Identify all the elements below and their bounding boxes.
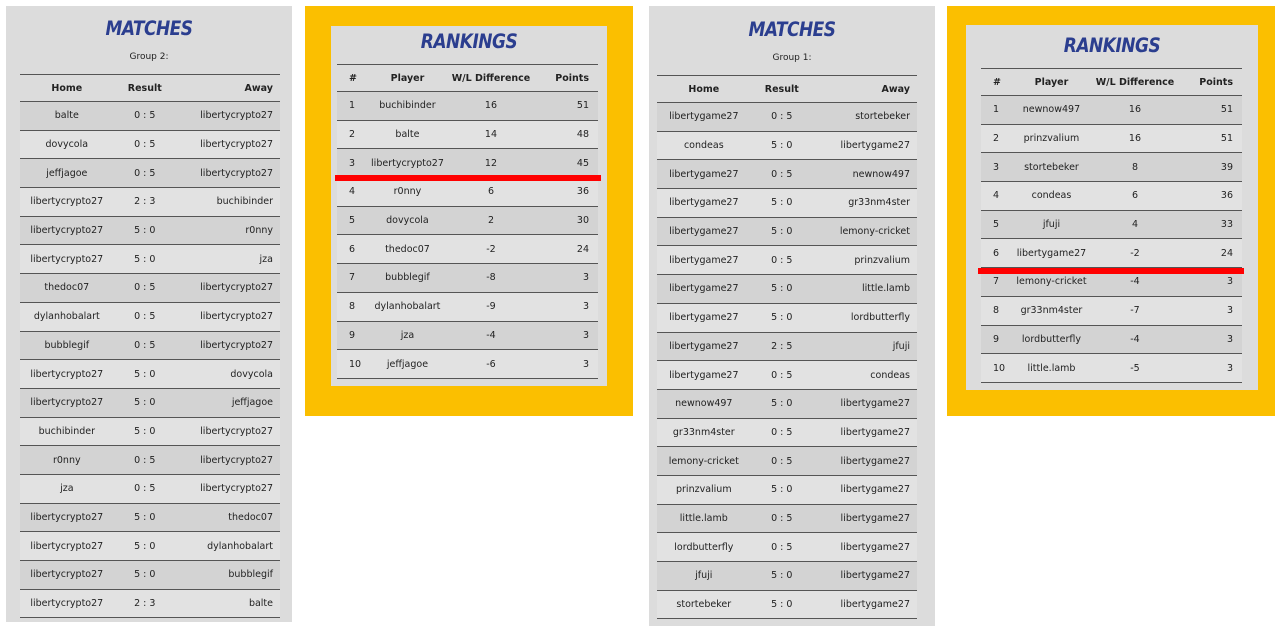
cell-points: 3 (535, 264, 598, 293)
cell-result: 5 : 0 (114, 245, 176, 274)
cell-points: 3 (1179, 296, 1242, 325)
header-rank: # (337, 65, 368, 92)
cell-home: jza (20, 474, 114, 503)
cell-away: dovycola (176, 360, 280, 389)
match-row (20, 102, 280, 131)
match-row (20, 216, 280, 245)
cell-rank: 9 (337, 321, 368, 350)
header-points: Points (1179, 69, 1242, 96)
cell-result: 5 : 0 (751, 275, 813, 304)
cell-away: libertycrypto27 (176, 102, 280, 131)
cell-points: 39 (1179, 153, 1242, 182)
match-row (657, 217, 917, 246)
cell-result: 2 : 5 (751, 332, 813, 361)
cell-away: libertycrypto27 (176, 302, 280, 331)
cell-result: 5 : 0 (114, 388, 176, 417)
match-row (657, 361, 917, 390)
cell-away: libertygame27 (813, 447, 917, 476)
cell-away: balte (176, 589, 280, 618)
ranking-row (981, 210, 1242, 239)
cell-home: balte (20, 102, 114, 131)
cell-wl-difference: -2 (447, 235, 536, 264)
group1-rankings-panel (966, 25, 1258, 390)
cell-rank: 6 (337, 235, 368, 264)
match-row (20, 561, 280, 590)
cell-result: 5 : 0 (114, 360, 176, 389)
cell-result: 0 : 5 (751, 160, 813, 189)
cell-player: libertygame27 (1012, 239, 1090, 268)
cell-player: buchibinder (368, 92, 446, 121)
cell-result: 0 : 5 (751, 447, 813, 476)
match-row (20, 589, 280, 618)
ranking-row (981, 96, 1242, 125)
cell-away: thedoc07 (176, 503, 280, 532)
cell-result: 5 : 0 (751, 131, 813, 160)
cell-wl-difference: 6 (1091, 182, 1180, 211)
cell-player: little.lamb (1012, 354, 1090, 383)
cell-home: dylanhobalart (20, 302, 114, 331)
cell-rank: 4 (337, 178, 368, 207)
cell-home: libertycrypto27 (20, 245, 114, 274)
ranking-row (337, 178, 598, 207)
ranking-row (337, 120, 598, 149)
cell-home: libertycrypto27 (20, 188, 114, 217)
cell-result: 5 : 0 (751, 389, 813, 418)
header-player: Player (368, 65, 446, 92)
cell-result: 0 : 5 (751, 246, 813, 275)
header-result: Result (751, 76, 813, 103)
cell-home: lemony-cricket (657, 447, 751, 476)
cell-home: libertygame27 (657, 160, 751, 189)
cell-result: 2 : 3 (114, 188, 176, 217)
cell-home: little.lamb (657, 504, 751, 533)
match-row (20, 188, 280, 217)
cell-away: jfuji (813, 332, 917, 361)
ranking-row (981, 182, 1242, 211)
ranking-row (981, 296, 1242, 325)
match-row (20, 302, 280, 331)
cell-points: 3 (1179, 354, 1242, 383)
match-row (657, 160, 917, 189)
cell-result: 5 : 0 (751, 475, 813, 504)
cell-home: libertygame27 (657, 246, 751, 275)
match-row (20, 130, 280, 159)
cell-away: buchibinder (176, 188, 280, 217)
ranking-row (337, 350, 598, 379)
cell-away: condeas (813, 361, 917, 390)
cell-home: libertycrypto27 (20, 532, 114, 561)
group2-matches-title: MATCHES (105, 17, 193, 41)
cell-player: r0nny (368, 178, 446, 207)
cell-player: bubblegif (368, 264, 446, 293)
cell-away: libertygame27 (813, 533, 917, 562)
ranking-row (337, 235, 598, 264)
match-row (657, 189, 917, 218)
cell-home: libertygame27 (657, 103, 751, 132)
match-row (657, 246, 917, 275)
group2-matches-table (20, 74, 280, 618)
match-row (20, 474, 280, 503)
cell-away: libertycrypto27 (176, 446, 280, 475)
ranking-row (337, 206, 598, 235)
cell-result: 2 : 3 (114, 589, 176, 618)
cell-points: 3 (535, 350, 598, 379)
cell-away: dylanhobalart (176, 532, 280, 561)
header-home: Home (20, 75, 114, 102)
cell-home: libertycrypto27 (20, 216, 114, 245)
cell-player: dovycola (368, 206, 446, 235)
cell-points: 33 (1179, 210, 1242, 239)
group1-rankings-table (981, 68, 1242, 383)
cell-away: jeffjagoe (176, 388, 280, 417)
cell-player: lemony-cricket (1012, 268, 1090, 297)
cell-away: prinzvalium (813, 246, 917, 275)
cell-home: libertygame27 (657, 189, 751, 218)
cell-player: newnow497 (1012, 96, 1090, 125)
cell-points: 24 (1179, 239, 1242, 268)
cell-rank: 1 (981, 96, 1012, 125)
cell-player: stortebeker (1012, 153, 1090, 182)
cell-points: 45 (535, 149, 598, 178)
cell-player: balte (368, 120, 446, 149)
cell-wl-difference: -2 (1091, 239, 1180, 268)
cell-away: lordbutterfly (813, 303, 917, 332)
cell-wl-difference: -5 (1091, 354, 1180, 383)
cell-rank: 8 (981, 296, 1012, 325)
match-row (657, 475, 917, 504)
cell-result: 5 : 0 (751, 189, 813, 218)
header-wl: W/L Difference (447, 65, 536, 92)
cell-result: 0 : 5 (114, 474, 176, 503)
cell-result: 5 : 0 (751, 562, 813, 591)
group1-matches-panel (649, 6, 935, 626)
cell-rank: 3 (981, 153, 1012, 182)
match-row (657, 504, 917, 533)
cell-away: little.lamb (813, 275, 917, 304)
match-row (20, 532, 280, 561)
cell-home: gr33nm4ster (657, 418, 751, 447)
cell-wl-difference: -4 (1091, 268, 1180, 297)
header-away: Away (813, 76, 917, 103)
cell-result: 0 : 5 (751, 361, 813, 390)
cell-points: 3 (1179, 268, 1242, 297)
cell-points: 3 (535, 321, 598, 350)
cell-result: 0 : 5 (751, 103, 813, 132)
cell-away: stortebeker (813, 103, 917, 132)
ranking-row (337, 92, 598, 121)
cell-result: 5 : 0 (114, 561, 176, 590)
ranking-row (981, 239, 1242, 268)
group2-subtitle: Group 2: (129, 52, 169, 62)
header-wl: W/L Difference (1091, 69, 1180, 96)
match-row (657, 590, 917, 619)
cell-home: libertycrypto27 (20, 589, 114, 618)
header-home: Home (657, 76, 751, 103)
group1-rankings-title: RANKINGS (1063, 34, 1161, 58)
cell-rank: 10 (337, 350, 368, 379)
cell-points: 51 (1179, 96, 1242, 125)
cell-away: r0nny (176, 216, 280, 245)
match-row (657, 418, 917, 447)
cell-result: 0 : 5 (114, 102, 176, 131)
cell-points: 3 (535, 292, 598, 321)
group1-matches-table (657, 75, 917, 619)
cell-rank: 3 (337, 149, 368, 178)
ranking-row (337, 292, 598, 321)
cell-away: libertygame27 (813, 475, 917, 504)
cell-rank: 7 (337, 264, 368, 293)
match-row (20, 331, 280, 360)
match-row (20, 245, 280, 274)
cell-wl-difference: 4 (1091, 210, 1180, 239)
cell-result: 0 : 5 (114, 302, 176, 331)
cell-rank: 1 (337, 92, 368, 121)
cell-wl-difference: -8 (447, 264, 536, 293)
cell-rank: 8 (337, 292, 368, 321)
cell-result: 0 : 5 (114, 130, 176, 159)
match-row (657, 275, 917, 304)
cell-wl-difference: 2 (447, 206, 536, 235)
group2-matches-panel (6, 6, 292, 622)
cell-home: libertygame27 (657, 303, 751, 332)
cell-rank: 4 (981, 182, 1012, 211)
header-player: Player (1012, 69, 1090, 96)
table-header-row (981, 69, 1242, 96)
cell-wl-difference: -7 (1091, 296, 1180, 325)
cell-home: condeas (657, 131, 751, 160)
ranking-row (981, 124, 1242, 153)
cell-result: 5 : 0 (751, 590, 813, 619)
cell-home: r0nny (20, 446, 114, 475)
match-row (657, 389, 917, 418)
match-row (20, 446, 280, 475)
cell-player: jeffjagoe (368, 350, 446, 379)
cell-away: libertycrypto27 (176, 331, 280, 360)
cell-wl-difference: 16 (447, 92, 536, 121)
cell-home: buchibinder (20, 417, 114, 446)
group2-rankings-title: RANKINGS (420, 30, 518, 54)
cell-home: newnow497 (657, 389, 751, 418)
cell-points: 3 (1179, 325, 1242, 354)
cell-away: libertygame27 (813, 131, 917, 160)
ranking-row (337, 149, 598, 178)
cell-home: libertygame27 (657, 361, 751, 390)
cell-result: 5 : 0 (114, 216, 176, 245)
cell-away: libertygame27 (813, 418, 917, 447)
cell-away: jza (176, 245, 280, 274)
group2-rankings-panel (331, 26, 607, 386)
cell-rank: 9 (981, 325, 1012, 354)
cell-home: thedoc07 (20, 274, 114, 303)
cell-away: libertycrypto27 (176, 159, 280, 188)
cell-result: 5 : 0 (114, 532, 176, 561)
cell-wl-difference: -4 (447, 321, 536, 350)
cell-away: gr33nm4ster (813, 189, 917, 218)
cell-player: lordbutterfly (1012, 325, 1090, 354)
cell-away: libertygame27 (813, 389, 917, 418)
cell-wl-difference: 16 (1091, 96, 1180, 125)
cell-home: prinzvalium (657, 475, 751, 504)
cell-result: 0 : 5 (114, 274, 176, 303)
cell-wl-difference: 14 (447, 120, 536, 149)
cell-points: 24 (535, 235, 598, 264)
ranking-row (337, 321, 598, 350)
cell-rank: 2 (981, 124, 1012, 153)
cell-rank: 7 (981, 268, 1012, 297)
match-row (657, 533, 917, 562)
group1-rankings-frame (947, 6, 1275, 416)
cell-points: 36 (535, 178, 598, 207)
ranking-row (337, 264, 598, 293)
cell-home: libertygame27 (657, 217, 751, 246)
cell-player: jfuji (1012, 210, 1090, 239)
group2-rankings-table (337, 64, 598, 379)
cell-points: 51 (1179, 124, 1242, 153)
cell-wl-difference: -4 (1091, 325, 1180, 354)
table-header-row (337, 65, 598, 92)
cell-player: libertycrypto27 (368, 149, 446, 178)
cell-home: jfuji (657, 562, 751, 591)
match-row (20, 417, 280, 446)
match-row (657, 131, 917, 160)
match-row (20, 360, 280, 389)
ranking-row (981, 153, 1242, 182)
cell-away: libertygame27 (813, 562, 917, 591)
cell-points: 30 (535, 206, 598, 235)
cell-home: libertycrypto27 (20, 503, 114, 532)
match-row (20, 274, 280, 303)
cell-player: prinzvalium (1012, 124, 1090, 153)
header-away: Away (176, 75, 280, 102)
table-header-row (20, 75, 280, 102)
cell-away: lemony-cricket (813, 217, 917, 246)
match-row (657, 332, 917, 361)
group1-subtitle: Group 1: (772, 53, 812, 63)
cell-player: jza (368, 321, 446, 350)
cell-rank: 10 (981, 354, 1012, 383)
cell-home: bubblegif (20, 331, 114, 360)
header-result: Result (114, 75, 176, 102)
cell-away: libertygame27 (813, 504, 917, 533)
cell-result: 0 : 5 (751, 504, 813, 533)
cell-home: libertycrypto27 (20, 360, 114, 389)
cell-away: libertycrypto27 (176, 474, 280, 503)
cell-result: 5 : 0 (751, 217, 813, 246)
header-points: Points (535, 65, 598, 92)
ranking-row (981, 325, 1242, 354)
cell-result: 0 : 5 (114, 159, 176, 188)
cell-wl-difference: -9 (447, 292, 536, 321)
cell-home: dovycola (20, 130, 114, 159)
cell-result: 5 : 0 (751, 303, 813, 332)
cell-result: 0 : 5 (114, 446, 176, 475)
cell-wl-difference: 16 (1091, 124, 1180, 153)
cell-points: 48 (535, 120, 598, 149)
cell-wl-difference: -6 (447, 350, 536, 379)
group1-matches-title: MATCHES (748, 18, 836, 42)
match-row (657, 562, 917, 591)
match-row (657, 103, 917, 132)
table-header-row (657, 76, 917, 103)
cell-player: thedoc07 (368, 235, 446, 264)
group1-cutoff-line (978, 268, 1244, 274)
cell-result: 0 : 5 (751, 418, 813, 447)
cell-player: gr33nm4ster (1012, 296, 1090, 325)
cell-result: 5 : 0 (114, 503, 176, 532)
cell-rank: 6 (981, 239, 1012, 268)
cell-home: libertycrypto27 (20, 561, 114, 590)
match-row (20, 503, 280, 532)
cell-wl-difference: 8 (1091, 153, 1180, 182)
cell-home: libertygame27 (657, 332, 751, 361)
cell-result: 0 : 5 (751, 533, 813, 562)
cell-rank: 2 (337, 120, 368, 149)
group2-rankings-frame (305, 6, 633, 416)
cell-away: libertycrypto27 (176, 130, 280, 159)
match-row (657, 303, 917, 332)
ranking-row (981, 354, 1242, 383)
match-row (20, 388, 280, 417)
cell-home: jeffjagoe (20, 159, 114, 188)
cell-home: libertycrypto27 (20, 388, 114, 417)
cell-away: libertycrypto27 (176, 417, 280, 446)
cell-rank: 5 (337, 206, 368, 235)
header-rank: # (981, 69, 1012, 96)
cell-wl-difference: 12 (447, 149, 536, 178)
cell-player: dylanhobalart (368, 292, 446, 321)
cell-home: stortebeker (657, 590, 751, 619)
cell-result: 0 : 5 (114, 331, 176, 360)
cell-wl-difference: 6 (447, 178, 536, 207)
cell-away: newnow497 (813, 160, 917, 189)
cell-away: libertycrypto27 (176, 274, 280, 303)
cell-home: libertygame27 (657, 275, 751, 304)
cell-away: libertygame27 (813, 590, 917, 619)
cell-rank: 5 (981, 210, 1012, 239)
cell-player: condeas (1012, 182, 1090, 211)
cell-points: 51 (535, 92, 598, 121)
cell-points: 36 (1179, 182, 1242, 211)
match-row (657, 447, 917, 476)
group2-cutoff-line (335, 175, 601, 181)
cell-home: lordbutterfly (657, 533, 751, 562)
cell-away: bubblegif (176, 561, 280, 590)
match-row (20, 159, 280, 188)
cell-result: 5 : 0 (114, 417, 176, 446)
